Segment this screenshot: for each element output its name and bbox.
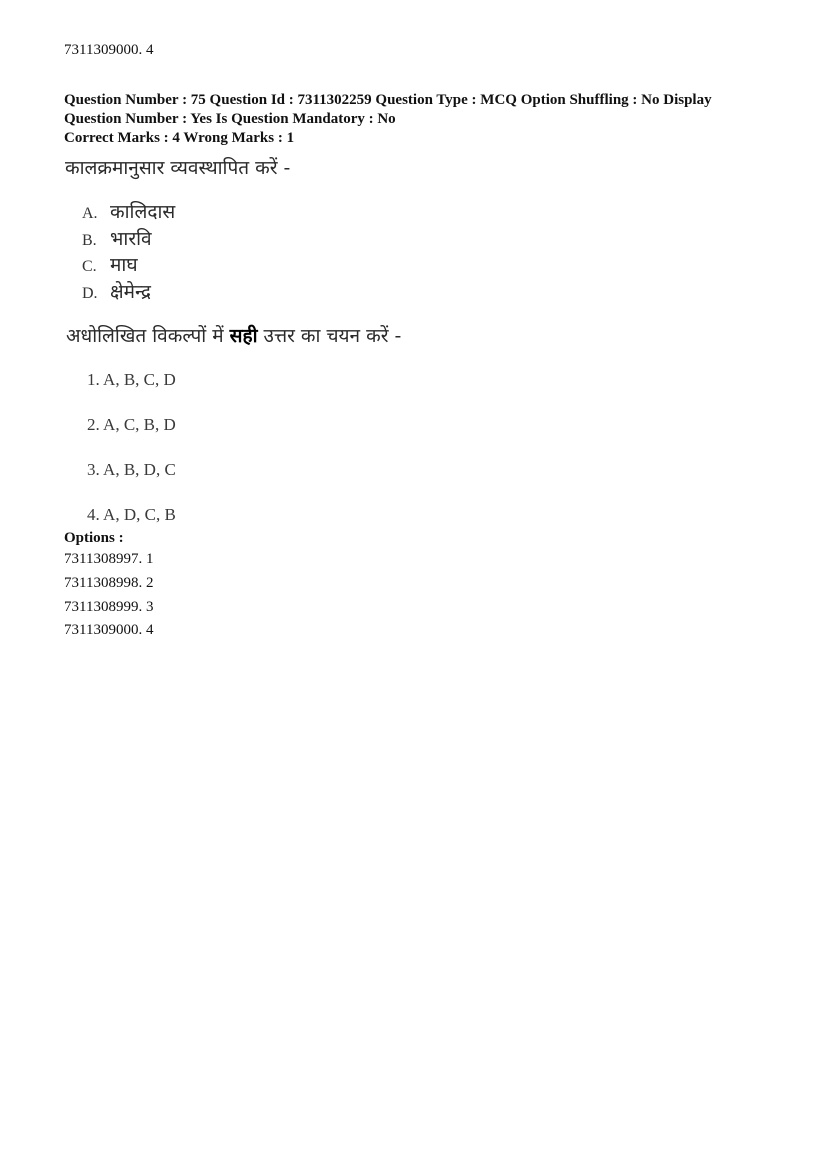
question-meta-line-2: Question Number : Yes Is Question Mandatory : No: [64, 111, 396, 127]
answer-choice-3: 3. A, B, D, C: [87, 460, 176, 479]
item-label: C.: [82, 258, 97, 275]
item-label: B.: [82, 232, 97, 249]
option-id-line: 7311308997. 1: [64, 551, 154, 567]
prompt-text-before: अधोलिखित विकल्पों में: [66, 325, 230, 347]
options-heading: Options :: [64, 530, 124, 546]
option-id-line: 7311309000. 4: [64, 622, 154, 638]
item-text: माघ: [110, 254, 138, 276]
item-text: भारवि: [110, 228, 152, 250]
sequence-item-a: [82, 200, 175, 226]
answer-choice-1: 1. A, B, C, D: [87, 370, 176, 389]
prompt-highlight: सही: [229, 325, 258, 347]
option-id-line: 7311308998. 2: [64, 575, 154, 591]
question-instruction: कालक्रमानुसार व्यवस्थापित करें -: [65, 157, 291, 179]
sequence-item-c: [82, 253, 138, 279]
option-id-line: 7311308999. 3: [64, 599, 154, 615]
previous-answer-line: 7311309000. 4: [64, 42, 154, 58]
answer-choice-4: 4. A, D, C, B: [87, 505, 176, 524]
sequence-item-d: [82, 280, 151, 306]
question-meta-line-1: Question Number : 75 Question Id : 7311302259 Question Type : MCQ Option Shuffling : No Display: [64, 92, 712, 108]
sequence-item-b: [82, 227, 152, 253]
item-text: क्षेमेन्द्र: [110, 281, 151, 303]
item-label: D.: [82, 285, 98, 302]
question-meta-line-3: Correct Marks : 4 Wrong Marks : 1: [64, 130, 295, 146]
prompt-text-after: उत्तर का चयन करें -: [257, 325, 402, 347]
item-text: कालिदास: [110, 201, 176, 223]
answer-choice-2: 2. A, C, B, D: [87, 415, 176, 434]
item-label: A.: [82, 205, 98, 222]
question-prompt: [66, 323, 401, 349]
